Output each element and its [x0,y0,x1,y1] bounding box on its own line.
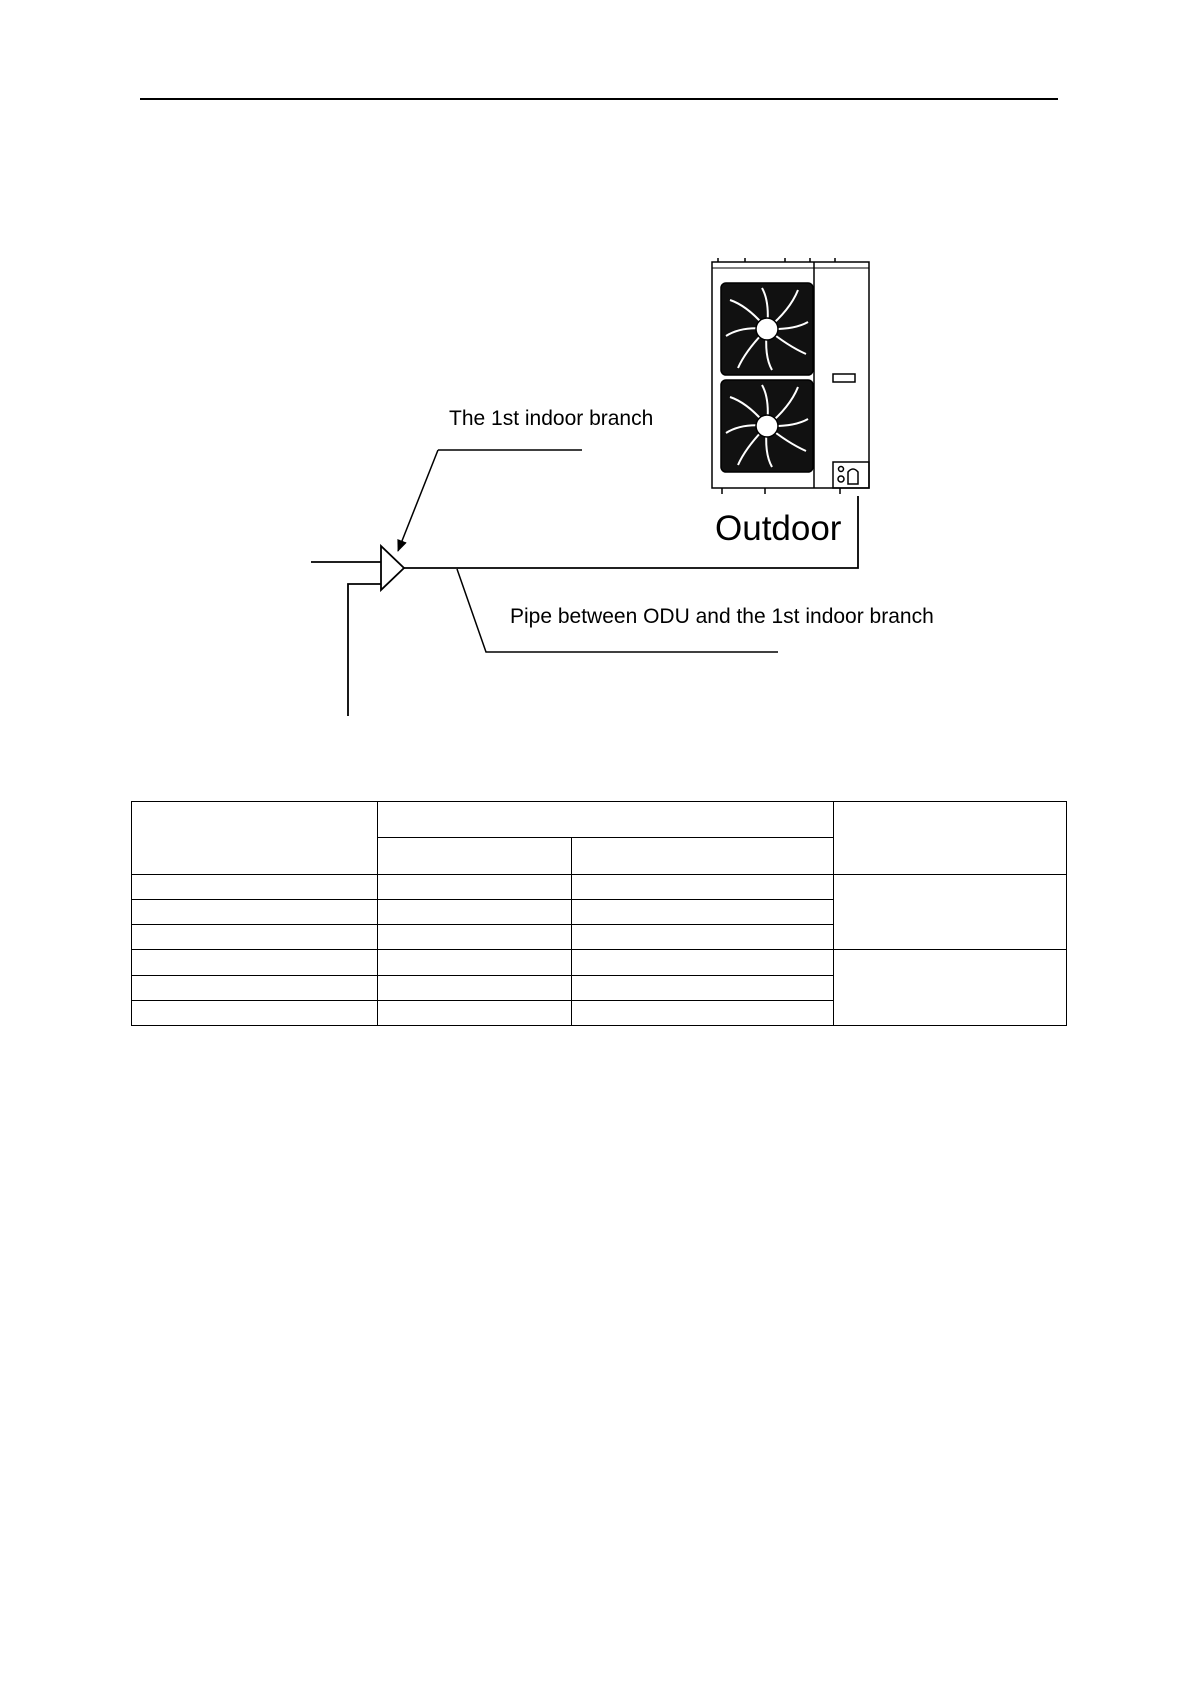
header-subcell [572,838,834,874]
branch-joint-icon [381,546,404,590]
table-cell [572,975,834,1000]
table-cell [572,899,834,924]
table-cell [132,925,378,950]
table-cell [132,1000,378,1025]
branch-pipe-vertical [348,584,381,716]
table-cell [132,950,378,975]
table-cell [378,899,572,924]
table-cell [378,1000,572,1025]
table-cell [378,975,572,1000]
outdoor-label: Outdoor [715,509,842,548]
table-cell [572,950,834,975]
pipe-label: Pipe between ODU and the 1st indoor branch [510,605,934,628]
header-cell [132,802,378,875]
branch-leader-arrow [398,450,438,551]
header-group-cell [378,802,834,838]
table-cell [378,950,572,975]
table-cell [132,975,378,1000]
table-cell [378,874,572,899]
table-cell [572,925,834,950]
merged-cell [834,874,1067,950]
table-cell [132,899,378,924]
table-cell [378,925,572,950]
header-subcell [378,838,572,874]
pipe-spec-table [131,801,1067,1026]
table-cell [572,874,834,899]
branch-label: The 1st indoor branch [449,407,654,430]
table-cell [132,874,378,899]
piping-diagram [0,0,1191,760]
outdoor-unit-icon [712,258,869,494]
merged-cell [834,950,1067,1026]
header-cell [834,802,1067,875]
table-cell [572,1000,834,1025]
